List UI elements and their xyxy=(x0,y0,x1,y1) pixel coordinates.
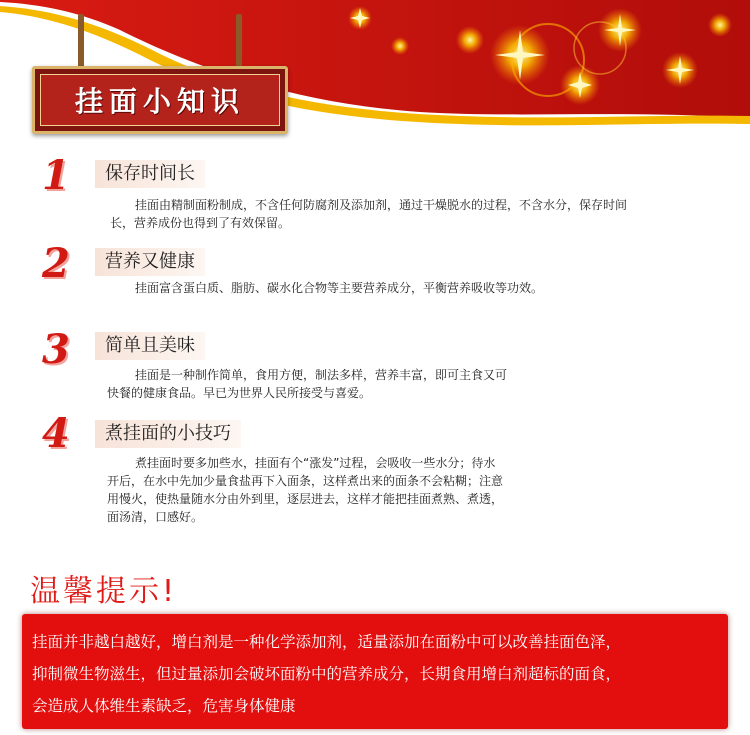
page-title: 挂面小知识 xyxy=(74,85,245,118)
tips-line: 会造成人体维生素缺乏，危害身体健康 xyxy=(32,697,296,715)
section-2-line: 挂面富含蛋白质、脂肪、碳水化合物等主要营养成分，平衡营养吸收等功效。 xyxy=(135,281,544,295)
tips-box xyxy=(22,614,728,729)
tips-line: 抑制微生物滋生，但过量添加会破坏面粉中的营养成分，长期食用增白剂超标的面食， xyxy=(32,665,622,683)
section-heading-1: 保存时间长 xyxy=(95,160,205,188)
header-banner xyxy=(0,0,750,140)
section-body-3 xyxy=(107,366,508,402)
section-body-2 xyxy=(135,279,543,297)
title-sign xyxy=(32,66,288,134)
tips-title: 温馨提示! xyxy=(30,574,178,609)
section-body-4 xyxy=(107,454,504,526)
section-4-line: 用慢火，使热量随水分由外到里，逐层进去，这样才能把挂面煮熟、煮透， xyxy=(107,492,504,506)
section-4-line: 煮挂面时要多加些水，挂面有个“涨发”过程，会吸收一些水分；待水 xyxy=(135,456,496,470)
section-4-line: 开后，在水中先加少量食盐再下入面条，这样煮出来的面条不会粘糊；注意 xyxy=(107,474,504,488)
section-heading-4: 煮挂面的小技巧 xyxy=(95,420,241,448)
section-4-line: 面汤清，口感好。 xyxy=(107,510,204,524)
tips-text xyxy=(32,626,722,722)
section-3-line: 快餐的健康食品。早已为世界人民所接受与喜爱。 xyxy=(107,386,372,400)
section-1-line: 挂面由精制面粉制成，不含任何防腐剂及添加剂，通过干燥脱水的过程，不含水分，保存时间 xyxy=(135,198,628,212)
section-number-2: 2 xyxy=(42,240,70,287)
section-number-4: 4 xyxy=(42,410,70,457)
section-3-line: 挂面是一种制作简单，食用方便，制法多样，营养丰富，即可主食又可 xyxy=(135,368,508,382)
section-number-3: 3 xyxy=(42,326,70,373)
section-body-1 xyxy=(110,196,628,232)
tips-line: 挂面并非越白越好，增白剂是一种化学添加剂，适量添加在面粉中可以改善挂面色泽， xyxy=(32,633,622,651)
section-1-line: 长，营养成份也得到了有效保留。 xyxy=(110,216,291,230)
section-heading-2: 营养又健康 xyxy=(95,248,205,276)
sign-string-right xyxy=(236,14,242,70)
section-number-1: 1 xyxy=(42,152,70,199)
sign-string-left xyxy=(78,14,84,70)
section-heading-3: 简单且美味 xyxy=(95,332,205,360)
